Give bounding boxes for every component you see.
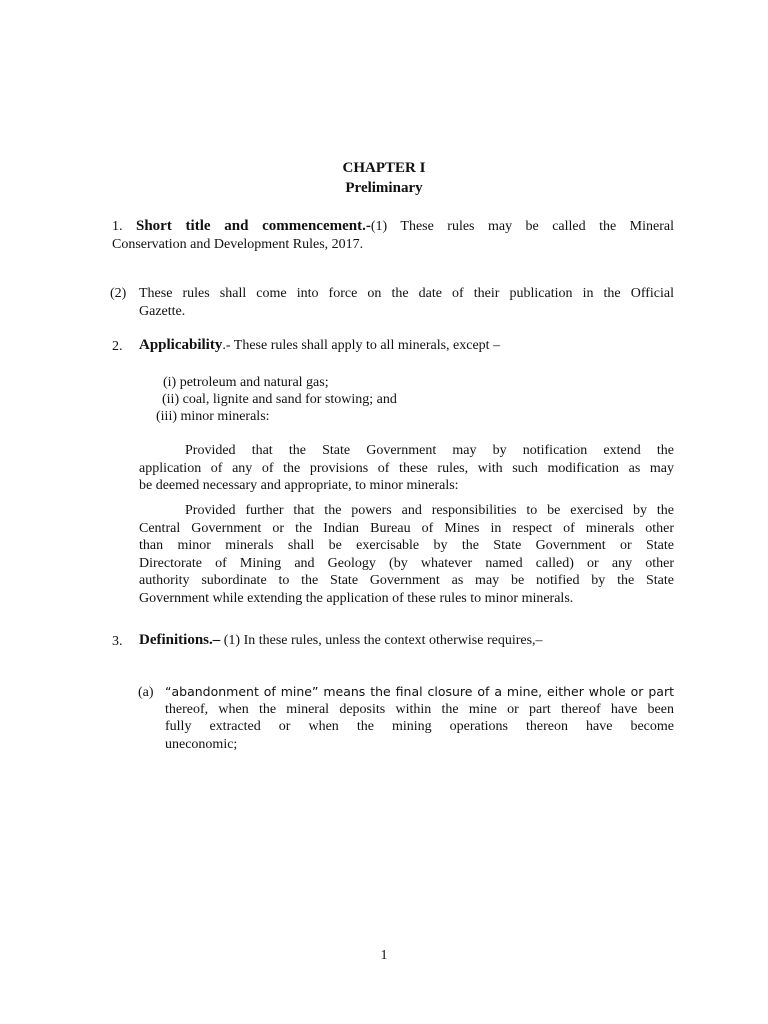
list-item: (ii) coal, lignite and sand for stowing; and <box>162 392 397 407</box>
section-3-intro: (1) In these rules, unless the context otherwise requires,– <box>223 633 543 648</box>
section-2-number: 2. <box>112 339 123 354</box>
proviso-2-line: Government while extending the application of these rules to minor minerals. <box>139 590 574 606</box>
section-2-heading-line <box>139 337 500 355</box>
proviso-2-line: than minor minerals shall be exercisable by the State Government or State <box>139 538 674 553</box>
proviso-2-line: Provided further that the powers and responsibilities to be exercised by the <box>185 503 674 518</box>
section-1-number: 1. <box>112 219 123 234</box>
proviso-1-line: be deemed necessary and appropriate, to minor minerals: <box>139 478 459 493</box>
section-1-paragraph <box>112 218 674 253</box>
section-2-exceptions-list <box>156 374 397 425</box>
section-1-heading: Short title and commencement.- <box>136 218 371 234</box>
section-3-item-a-marker: (a) <box>138 685 154 700</box>
section-2-intro: .- These rules shall apply to all minerals, except – <box>222 338 501 353</box>
section-3-item-a <box>165 683 674 753</box>
proviso-2-line: Central Government or the Indian Bureau of Mines in respect of minerals other <box>139 520 674 536</box>
section-3-heading: Definitions.– <box>139 632 221 648</box>
section-3-heading-line <box>139 632 543 650</box>
section-2-proviso-1 <box>139 442 674 495</box>
item-a-line-1: “abandonment of mine” means the final closure of a mine, either whole or part <box>165 684 674 699</box>
section-3-number: 3. <box>112 634 123 649</box>
list-item: (iii) minor minerals: <box>156 409 270 424</box>
chapter-title: CHAPTER I <box>342 160 426 176</box>
list-item: (i) petroleum and natural gas; <box>163 375 329 390</box>
section-1-sub-2-line-1: These rules shall come into force on the date of their publication in the Official <box>139 286 674 301</box>
proviso-1-line: application of any of the provisions of these rules, with such modification as may <box>139 460 674 476</box>
section-1-line-1 <box>112 218 674 236</box>
section-2-proviso-2 <box>139 502 674 607</box>
section-2-heading: Applicability <box>139 337 223 353</box>
section-1-sub-2-line-2: Gazette. <box>139 303 186 319</box>
item-a-line: uneconomic; <box>165 736 238 752</box>
section-1-line-1-text: (1) These rules may be called the Mineral <box>370 219 674 234</box>
section-1-sub-2-marker: (2) <box>110 286 127 301</box>
item-a-line: fully extracted or when the mining operations thereon have become <box>165 719 674 734</box>
chapter-subtitle: Preliminary <box>345 180 423 196</box>
page-number: 1 <box>380 948 388 963</box>
proviso-1-line: Provided that the State Government may by notification extend the <box>185 443 674 458</box>
item-a-line: thereof, when the mineral deposits within the mine or part thereof have been <box>165 701 674 717</box>
proviso-2-line: Directorate of Mining and Geology (by whatever named called) or any other <box>139 555 674 571</box>
section-1-sub-2 <box>139 285 674 320</box>
section-1-line-2: Conservation and Development Rules, 2017. <box>112 236 364 252</box>
proviso-2-line: authority subordinate to the State Government as may be notified by the State <box>139 573 674 588</box>
